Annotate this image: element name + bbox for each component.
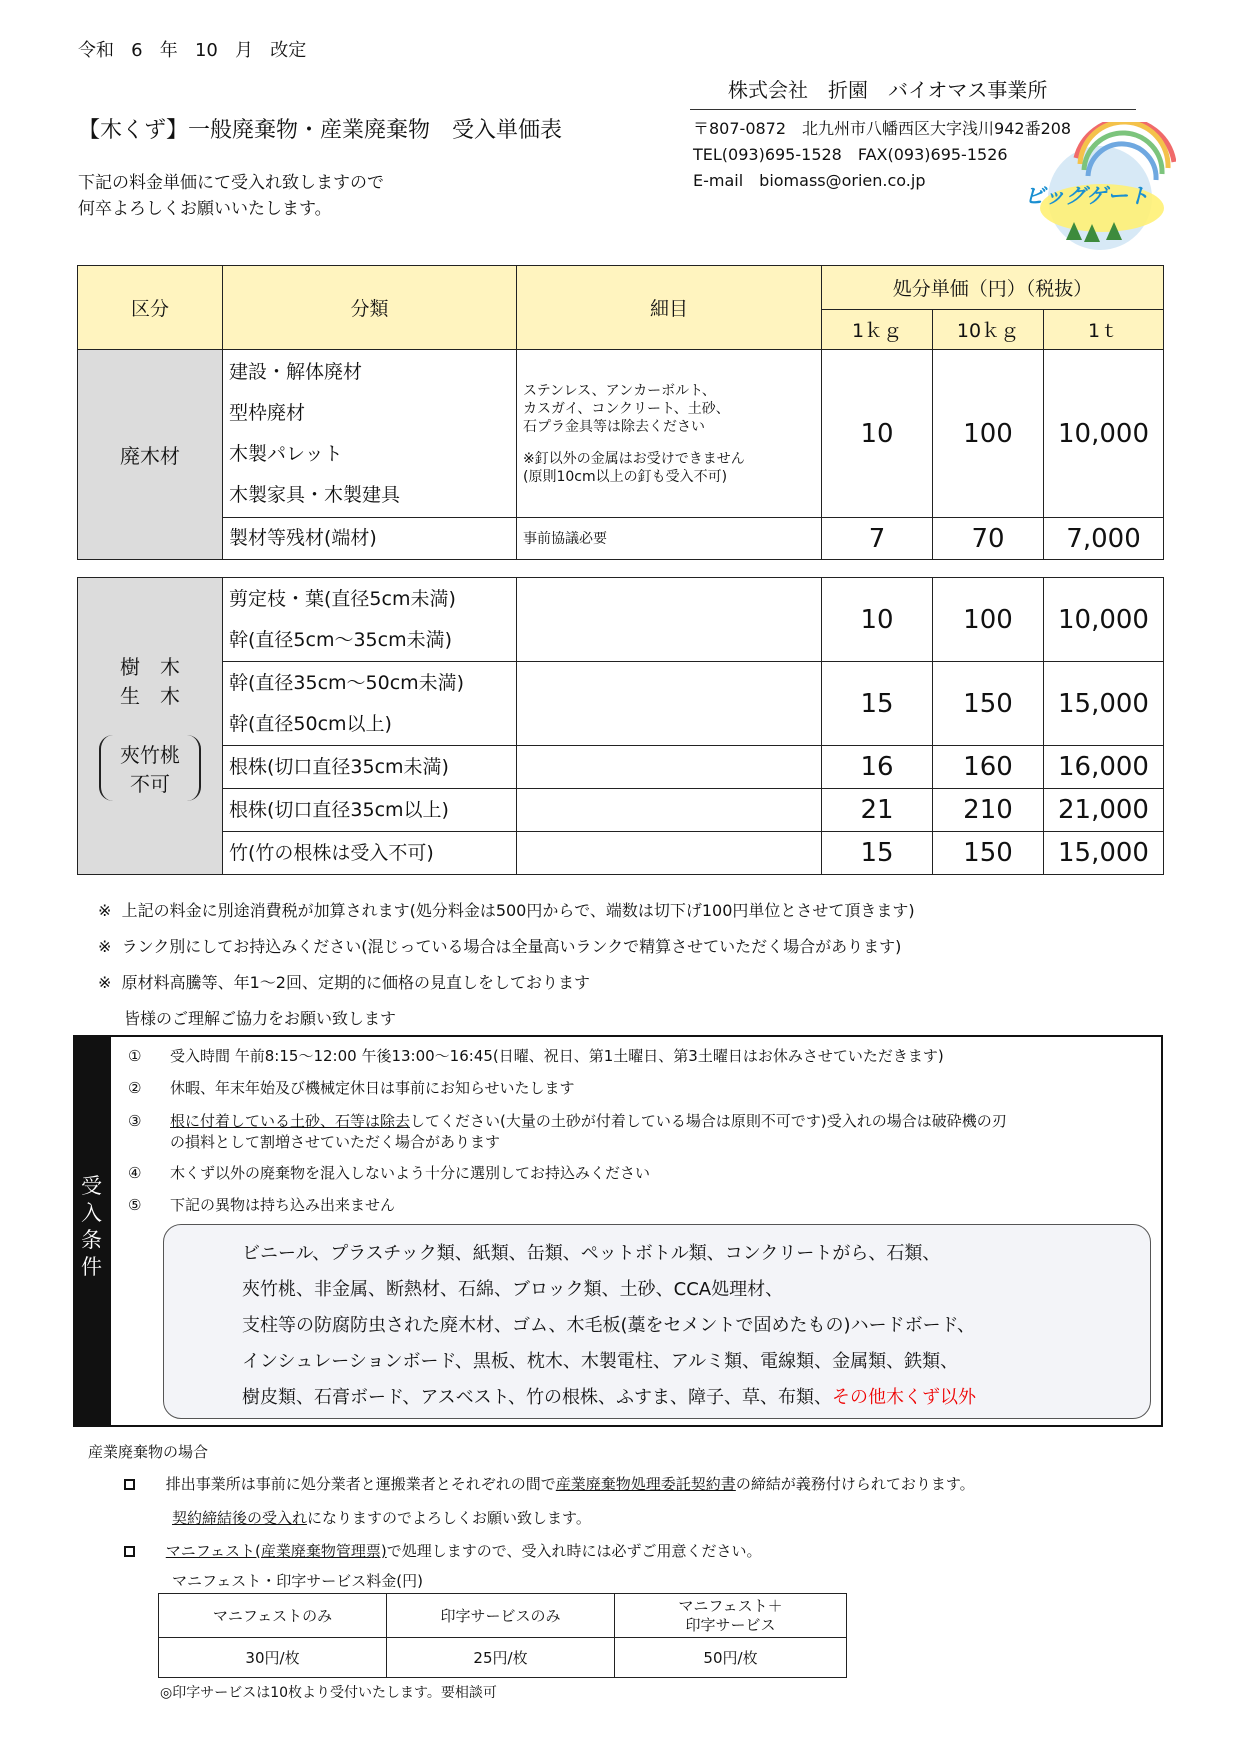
header-price: 処分単価（円）（税抜）	[822, 266, 1164, 310]
price-10kg: 70	[933, 518, 1044, 560]
price-10kg: 100	[933, 350, 1044, 518]
classification-cell: 剪定枝・葉(直径5cm未満) 幹(直径5cm～35cm未満)	[223, 578, 517, 662]
intro-line-2: 何卒よろしくお願いいたします。	[78, 199, 332, 219]
price-1t: 15,000	[1044, 662, 1164, 746]
fee-title: マニフェスト・印字サービス料金(円)	[172, 1572, 423, 1590]
detail-note	[517, 662, 822, 746]
price-10kg: 150	[933, 832, 1044, 875]
fee-value-manifest: 30円/枚	[159, 1638, 387, 1678]
conditions-side-label: 受 入 条 件	[73, 1035, 111, 1427]
header-saimoku: 細目	[517, 266, 822, 350]
logo-text: ビッグゲート	[1024, 184, 1150, 208]
intro-line-1: 下記の料金単価にて受入れ致しますので	[78, 173, 384, 193]
detail-note	[517, 832, 822, 875]
remark-3: ※ 原材料高騰等、年1～2回、定期的に価格の見直しをしております	[98, 973, 590, 992]
revision-date: 令和 6 年 10 月 改定	[78, 40, 307, 61]
banned-items-box	[163, 1224, 1151, 1419]
price-1kg: 15	[822, 662, 933, 746]
industrial-bullet-1: 排出事業所は事前に処分業者と運搬業者とそれぞれの間で産業廃棄物処理委託契約書の締結が義務付けられております。	[124, 1473, 975, 1494]
fee-value-print: 25円/枚	[387, 1638, 615, 1678]
detail-note	[517, 578, 822, 662]
remark-2: ※ ランク別にしてお持込みください(混じっている場合は全量高いランクで精算させていただく場合があります)	[98, 937, 902, 956]
company-email: E-mail biomass@orien.co.jp	[693, 171, 926, 190]
table-row	[78, 746, 1164, 789]
no-oleander-bracket: 夾竹桃 不可	[99, 735, 201, 801]
manifest-fee-table	[158, 1593, 847, 1678]
price-table-jumoku	[77, 577, 1164, 875]
condition-1: ① 受入時間 午前8:15～12:00 午後13:00～16:45(日曜、祝日、第1土曜日、第3土曜日はお休みさせていただきます)	[128, 1047, 944, 1065]
industrial-bullet-1-line2: 契約締結後の受入れになりますのでよろしくお願い致します。	[172, 1509, 591, 1527]
table-row	[78, 789, 1164, 832]
header-kubun: 区分	[78, 266, 223, 350]
company-address: 〒807-0872 北九州市八幡西区大字浅川942番208	[693, 119, 1072, 138]
price-10kg: 160	[933, 746, 1044, 789]
fee-value-both: 50円/枚	[615, 1638, 847, 1678]
table-row	[78, 518, 1164, 560]
price-1t: 15,000	[1044, 832, 1164, 875]
header-10kg: 10ｋｇ	[933, 310, 1044, 350]
price-1kg: 10	[822, 350, 933, 518]
condition-5: ⑤ 下記の異物は持ち込み出来ません	[128, 1196, 396, 1214]
industrial-bullet-2: マニフェスト(産業廃棄物管理票)で処理しますので、受入れ時には必ずご用意ください。	[124, 1540, 761, 1561]
price-1t: 10,000	[1044, 578, 1164, 662]
classification-cell: 建設・解体廃材 型枠廃材 木製パレット 木製家具・木製建具	[223, 350, 517, 518]
industrial-heading: 産業廃棄物の場合	[88, 1443, 209, 1461]
detail-note	[517, 789, 822, 832]
fee-header-manifest: マニフェストのみ	[159, 1594, 387, 1638]
fee-header-print: 印字サービスのみ	[387, 1594, 615, 1638]
company-name: 株式会社 折園 バイオマス事業所	[728, 78, 1048, 102]
fee-footnote: ◎印字サービスは10枚より受付いたします。要相談可	[160, 1685, 497, 1701]
detail-note: ステンレス、アンカーボルト、 カスガイ、コンクリート、土砂、 石プラ金具等は除去ください ※釘以外の金属はお受けできません (原則10cm以上の釘も受入不可)	[517, 350, 822, 518]
price-1t: 16,000	[1044, 746, 1164, 789]
price-1kg: 16	[822, 746, 933, 789]
detail-note	[517, 746, 822, 789]
page-title: 【木くず】一般廃棄物・産業廃棄物 受入単価表	[78, 118, 563, 143]
banned-line-4: インシュレーションボード、黒板、枕木、木製電柱、アルミ類、電線類、金属類、鉄類、	[242, 1351, 959, 1372]
price-1kg: 15	[822, 832, 933, 875]
banned-line-2: 夾竹桃、非金属、断熱材、石綿、ブロック類、土砂、CCA処理材、	[242, 1279, 784, 1300]
table-row	[78, 832, 1164, 875]
header-bunrui: 分類	[223, 266, 517, 350]
classification-cell: 竹(竹の根株は受入不可)	[223, 832, 517, 875]
price-1t: 7,000	[1044, 518, 1164, 560]
company-divider	[690, 109, 1136, 110]
price-table	[77, 265, 1164, 560]
price-1t: 21,000	[1044, 789, 1164, 832]
classification-cell: 根株(切口直径35cm以上)	[223, 789, 517, 832]
square-bullet-icon	[124, 1546, 135, 1557]
price-1t: 10,000	[1044, 350, 1164, 518]
classification-cell: 根株(切口直径35cm未満)	[223, 746, 517, 789]
banned-line-5: 樹皮類、石膏ボード、アスベスト、竹の根株、ふすま、障子、草、布類、その他木くず以外	[242, 1387, 977, 1408]
square-bullet-icon	[124, 1479, 135, 1490]
remark-4: 皆様のご理解ご協力をお願い致します	[124, 1009, 397, 1028]
remark-1: ※ 上記の料金に別途消費税が加算されます(処分料金は500円からで、端数は切下げ100円単位とさせて頂きます)	[98, 901, 915, 920]
detail-note: 事前協議必要	[517, 518, 822, 560]
table-row	[78, 350, 1164, 518]
category-jumoku: 樹 木 生 木 夾竹桃 不可	[78, 578, 223, 875]
header-1t: 1ｔ	[1044, 310, 1164, 350]
price-1kg: 21	[822, 789, 933, 832]
condition-2: ② 休暇、年末年始及び機械定休日は事前にお知らせいたします	[128, 1079, 575, 1097]
header-1kg: 1ｋｇ	[822, 310, 933, 350]
banned-line-3: 支柱等の防腐防虫された廃木材、ゴム、木毛板(藁をセメントで固めたもの)ハードボード、	[242, 1315, 975, 1336]
condition-3-cont: の損料として割増させていただく場合があります	[170, 1133, 501, 1151]
condition-4: ④ 木くず以外の廃棄物を混入しないよう十分に選別してお持込みください	[128, 1164, 651, 1182]
price-1kg: 7	[822, 518, 933, 560]
price-10kg: 100	[933, 578, 1044, 662]
category-haimokuzai: 廃木材	[78, 350, 223, 560]
banned-line-1: ビニール、プラスチック類、紙類、缶類、ペットボトル類、コンクリートがら、石類、	[242, 1243, 941, 1264]
big-gate-logo	[1018, 122, 1176, 250]
condition-3: ③ 根に付着している土砂、石等は除去してください(大量の土砂が付着している場合は原則不可です)受入れの場合は破砕機の刃	[128, 1112, 1007, 1130]
table-row	[78, 662, 1164, 746]
price-10kg: 150	[933, 662, 1044, 746]
company-phone: TEL(093)695-1528 FAX(093)695-1526	[693, 145, 1008, 164]
price-1kg: 10	[822, 578, 933, 662]
price-10kg: 210	[933, 789, 1044, 832]
fee-header-both: マニフェスト＋ 印字サービス	[615, 1594, 847, 1638]
classification-cell: 幹(直径35cm～50cm未満) 幹(直径50cm以上)	[223, 662, 517, 746]
classification-cell: 製材等残材(端材)	[223, 518, 517, 560]
table-row	[78, 578, 1164, 662]
